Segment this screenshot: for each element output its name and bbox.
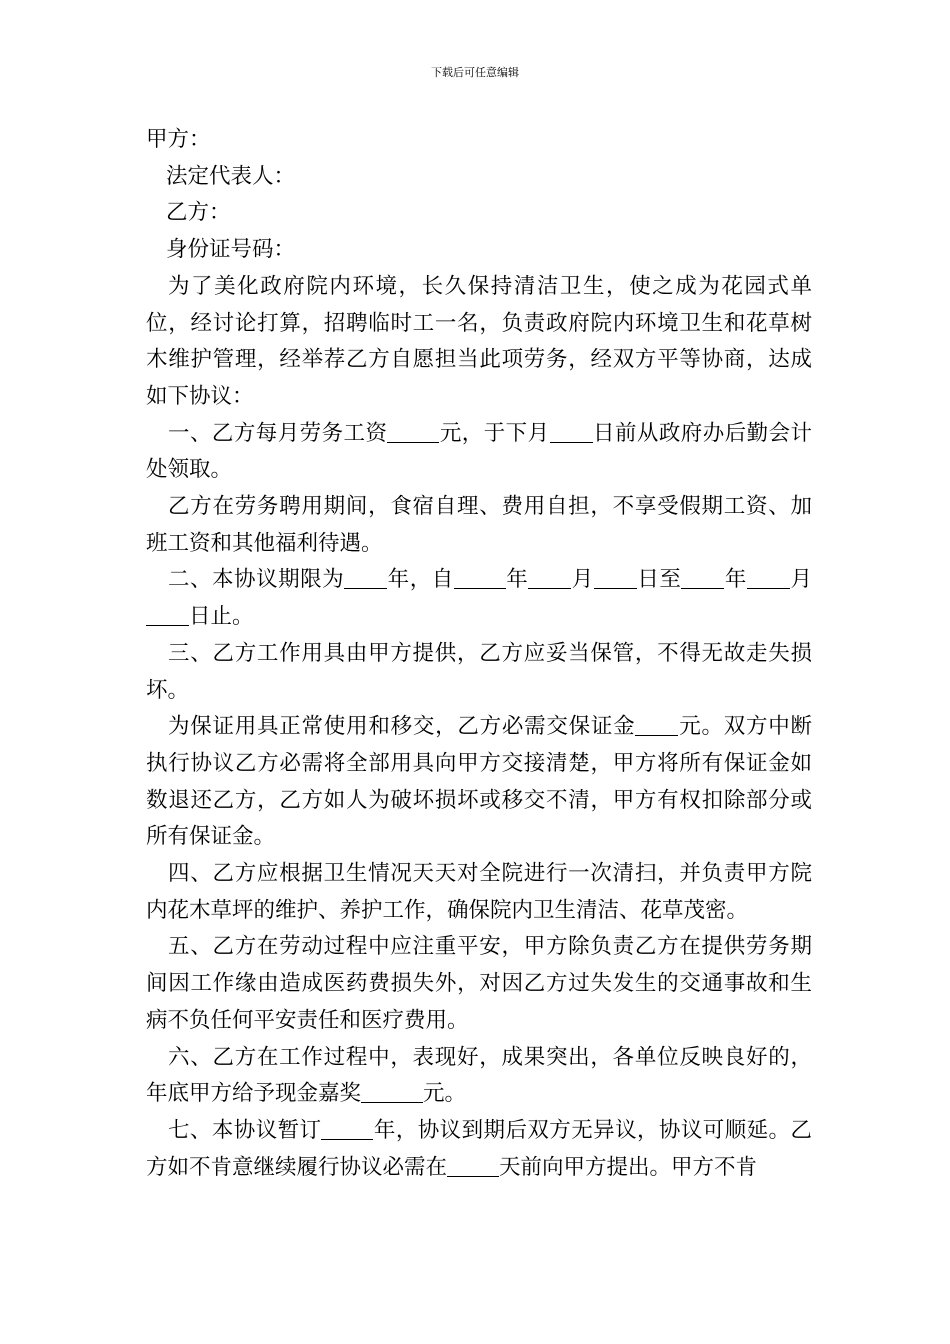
end-year-blank <box>681 566 724 589</box>
clause-2 <box>146 562 812 635</box>
clause-2-text-g: 月 <box>789 567 812 593</box>
clause-1-text-c: 日前从政府办后勤会计处领取。 <box>146 420 812 483</box>
clause-2-text-h: 日止。 <box>189 604 254 630</box>
clause-1-text-b: 元，于下月 <box>439 420 550 446</box>
start-year-blank <box>454 566 506 589</box>
deposit-blank <box>635 713 678 736</box>
end-day-blank <box>146 603 189 626</box>
id-number-field: 身份证号码： <box>166 237 296 263</box>
clause-7 <box>146 1113 812 1186</box>
start-month-blank <box>528 566 571 589</box>
clause-1 <box>146 416 812 489</box>
clause-7-text-c: 天前向甲方提出。甲方不肯 <box>499 1154 758 1180</box>
clause-7-text-a: 七、本协议暂订 <box>168 1117 322 1143</box>
clause-2-text-f: 年 <box>724 567 747 593</box>
notice-days-blank <box>447 1154 499 1177</box>
page-header-note: 下载后可任意编辑 <box>431 66 519 79</box>
clause-2-text-a: 二、本协议期限为 <box>168 567 345 593</box>
clause-3-note <box>146 709 812 856</box>
clause-1-text-a: 一、乙方每月劳务工资 <box>168 420 388 446</box>
legal-representative-field: 法定代表人： <box>166 163 296 189</box>
term-years-blank <box>344 566 387 589</box>
end-month-blank <box>747 566 790 589</box>
wage-blank <box>387 420 439 443</box>
clause-6-text-b: 元。 <box>423 1081 467 1107</box>
clause-1-note: 乙方在劳务聘用期间，食宿自理、费用自担，不享受假期工资、加班工资和其他福利待遇。 <box>146 494 812 556</box>
start-day-blank <box>594 566 637 589</box>
clause-2-text-e: 日至 <box>636 567 682 593</box>
tentative-years-blank <box>321 1117 373 1140</box>
clause-2-text-b: 年，自 <box>387 567 454 593</box>
clause-4: 四、乙方应根据卫生情况天天对全院进行一次清扫，并负责甲方院内花木草坪的维护、养护工作，确保院内卫生清洁、花草茂密。 <box>146 861 812 923</box>
clause-2-text-c: 年 <box>505 567 529 593</box>
clause-6-text-a: 六、乙方在工作过程中，表现好，成果突出，各单位反映良好的，年底甲方给予现金嘉奖 <box>146 1044 812 1107</box>
bonus-blank <box>361 1080 423 1103</box>
clause-6 <box>146 1040 812 1113</box>
clause-3-note-text-a: 为保证用具正常使用和移交，乙方必需交保证金 <box>168 714 636 740</box>
contract-body <box>146 122 812 1186</box>
clause-7-text-b: 年，协议到期后双方无异议，协议可顺延。乙方如不肯意继续履行协议必需在 <box>146 1117 812 1180</box>
clause-3: 三、乙方工作用具由甲方提供，乙方应妥当保管，不得无故走失损坏。 <box>146 640 812 703</box>
party-a-field: 甲方： <box>146 127 211 152</box>
pay-day-blank <box>550 420 593 443</box>
party-b-field: 乙方： <box>166 200 231 226</box>
clause-3-note-text-b: 元。双方中断执行协议乙方必需将全部用具向甲方交接清楚，甲方将所有保证金如数退还乙方，乙方如人为破坏损坏或移交不清，甲方有权扣除部分或所有保证金。 <box>146 714 812 850</box>
clause-2-text-d: 月 <box>571 567 594 593</box>
clause-5: 五、乙方在劳动过程中应注重平安，甲方除负责乙方在提供劳务期间因工作缘由造成医药费损失外，对因乙方过失发生的交通事故和生病不负任何平安责任和医疗费用。 <box>146 934 812 1033</box>
intro-paragraph: 为了美化政府院内环境，长久保持清洁卫生，使之成为花园式单位，经讨论打算，招聘临时工一名，负责政府院内环境卫生和花草树木维护管理，经举荐乙方自愿担当此项劳务，经双方平等协商，达成如下协议： <box>146 273 812 409</box>
